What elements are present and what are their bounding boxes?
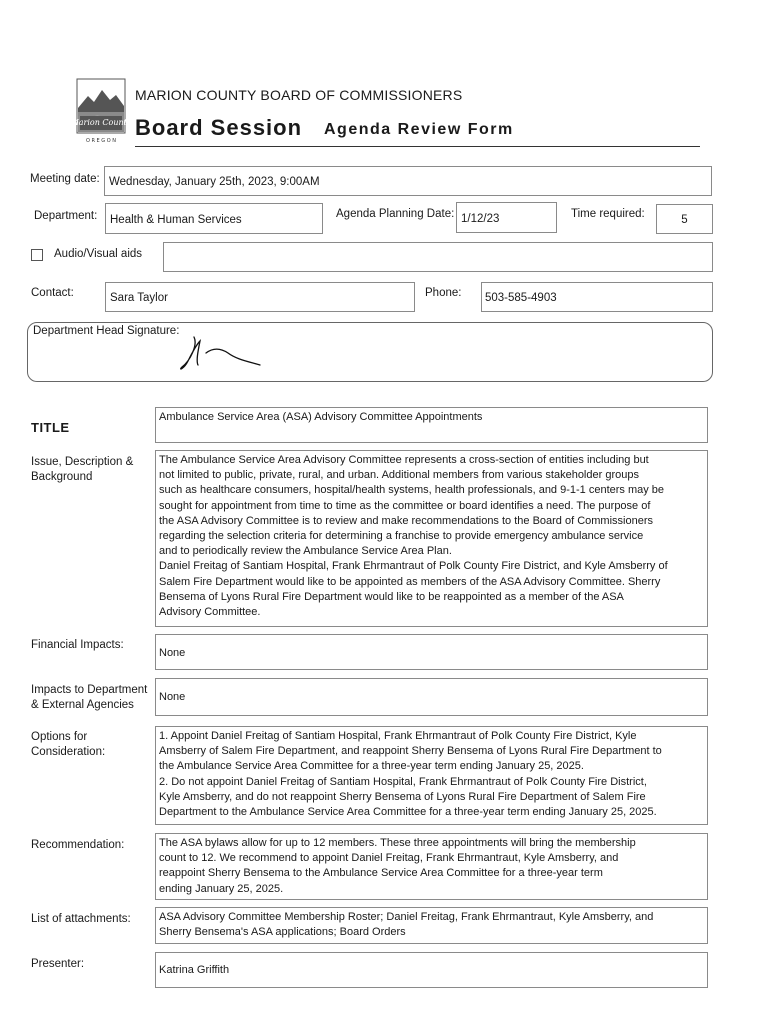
- av-aids-value: [164, 243, 712, 259]
- title-field[interactable]: [155, 407, 708, 443]
- signature-image: [176, 331, 266, 373]
- options-label: Options for Consideration:: [31, 731, 106, 758]
- presenter-value: Katrina Griffith: [159, 964, 230, 976]
- phone-value: 503-585-4903: [485, 292, 557, 304]
- department-label: Department:: [34, 210, 98, 222]
- financial-value: None: [159, 647, 186, 659]
- recommendation-value: The ASA bylaws allow for up to 12 members. These three appointments will bring the membership count to 12. We recommend to appoint Daniel Freitag, Frank Ehrmantraut, Kyle Amsberry, and reappoint Sherry Bensema to the Ambulance Service Area Committee for a three-year term ending January 25, 2025.: [159, 837, 636, 895]
- impacts-label: Impacts to Department & External Agencies: [31, 684, 148, 711]
- meeting-date-label: Meeting date:: [30, 173, 100, 185]
- phone-label: Phone:: [425, 287, 462, 299]
- title-value: Ambulance Service Area (ASA) Advisory Committee Appointments: [159, 411, 483, 423]
- av-aids-checkbox[interactable]: [31, 249, 43, 261]
- contact-field[interactable]: [105, 282, 415, 312]
- time-required-value: 5: [681, 214, 688, 226]
- recommendation-label: Recommendation:: [31, 839, 125, 851]
- contact-label: Contact:: [31, 287, 74, 299]
- presenter-field[interactable]: [155, 952, 708, 988]
- county-logo: [70, 78, 132, 146]
- presenter-label: Presenter:: [31, 958, 85, 970]
- logo-wordmark: Marion County: [70, 118, 132, 127]
- time-required-label: Time required:: [571, 208, 645, 220]
- planning-date-label: Agenda Planning Date:: [336, 208, 455, 220]
- meeting-date-field[interactable]: [104, 166, 712, 196]
- meeting-date-value: Wednesday, January 25th, 2023, 9:00AM: [109, 176, 320, 188]
- title-label: TITLE: [31, 420, 70, 435]
- planning-date-field[interactable]: [456, 202, 557, 233]
- financial-field[interactable]: [155, 634, 708, 670]
- options-value: 1. Appoint Daniel Freitag of Santiam Hospital, Frank Ehrmantraut of Polk County Fire District, Kyle Amsberry of Salem Fire Department, and reappoint Sherry Bensema of Lyons Rural Fire Department to the Ambulance Service Area Committee for a three-year term ending January 25, 2025. 2. Do not appoint Daniel Freitag of Santiam Hospital, Frank Ehrmantraut of Polk County Fire District, Kyle Amsberry, and do not reappoint Sherry Bensema of Lyons Rural Fire Department of Salem Fire Department to the Ambulance Service Area Committee for a three-year term ending January 25, 2025.: [159, 730, 662, 819]
- attachments-label: List of attachments:: [31, 913, 131, 925]
- issue-field[interactable]: [155, 450, 708, 627]
- contact-value: Sara Taylor: [110, 292, 168, 304]
- logo-state: O R E G O N: [85, 138, 117, 144]
- time-required-field[interactable]: [656, 204, 713, 234]
- impacts-field[interactable]: [155, 678, 708, 716]
- issue-value: The Ambulance Service Area Advisory Committee represents a cross-section of entities including but not limited to public, private, rural, and urban. Additional members from various stakeholder groups such as healthcare consumers, hospital/health systems, health professionals, and 9-1-1 centers may be sought for appointment from time to time as the committee or board identifies a need. The purpose of the ASA Advisory Committee is to review and make recommendations to the Board of Commissioners regarding the selection criteria for determining a franchise to provide emergency ambulance service and to periodically review the Ambulance Service Area Plan. Daniel Freitag of Santiam Hospital, Frank Ehrmantraut of Polk County Fire District, and Kyle Amsberry of Salem Fire Department would like to be appointed as members of the ASA Advisory Committee. Sherry Bensema of Lyons Rural Fire Department would like to be reappointed as a member of the ASA Advisory Committee.: [159, 454, 668, 619]
- financial-label: Financial Impacts:: [31, 639, 124, 651]
- av-aids-field[interactable]: [163, 242, 713, 272]
- page-subtitle: Agenda Review Form: [324, 121, 514, 138]
- attachments-field[interactable]: [155, 907, 708, 944]
- impacts-value: None: [159, 691, 186, 703]
- signature-box[interactable]: [27, 322, 713, 382]
- av-aids-label: Audio/Visual aids: [54, 248, 143, 260]
- header-divider: [135, 146, 700, 147]
- planning-date-value: 1/12/23: [461, 213, 500, 225]
- department-field[interactable]: [105, 203, 323, 234]
- attachments-value: ASA Advisory Committee Membership Roster; Daniel Freitag, Frank Ehrmantraut, Kyle Amsberry, and Sherry Bensema's ASA applications; Board Orders: [159, 911, 654, 939]
- signature-label: Department Head Signature:: [33, 325, 180, 337]
- page-title: Board Session: [135, 115, 303, 140]
- org-name: MARION COUNTY BOARD OF COMMISSIONERS: [135, 87, 463, 103]
- options-field[interactable]: [155, 726, 708, 825]
- department-value: Health & Human Services: [110, 214, 242, 226]
- phone-field[interactable]: [481, 282, 713, 312]
- recommendation-field[interactable]: [155, 833, 708, 900]
- issue-label: Issue, Description & Background: [31, 456, 134, 483]
